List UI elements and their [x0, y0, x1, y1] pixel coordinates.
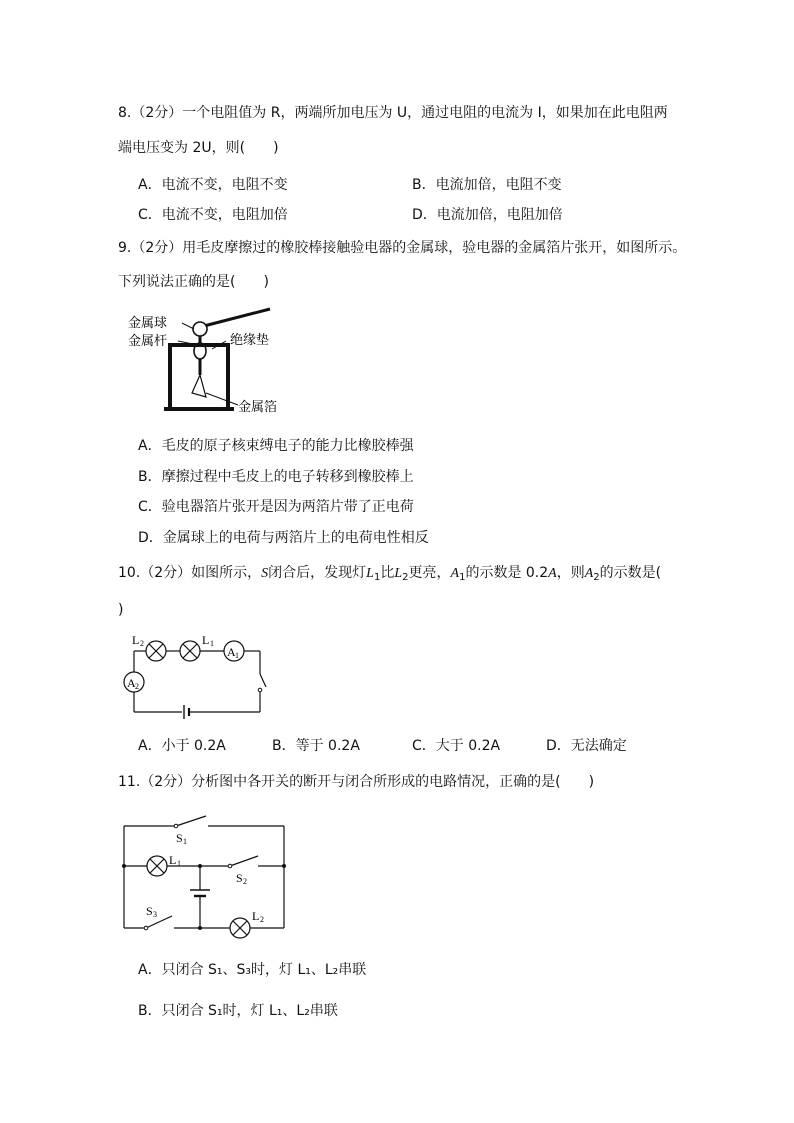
q9-option-c: C．验电器箔片张开是因为两箔片带了正电荷: [138, 499, 414, 515]
q8-option-a: A．电流不变，电阻不变: [138, 177, 288, 193]
svg-text:3: 3: [153, 910, 157, 919]
svg-text:A: A: [227, 645, 236, 659]
switch-s2: [230, 856, 258, 866]
label-l1: L: [202, 633, 210, 647]
metal-foil: [192, 375, 206, 397]
lamp-l2-icon: [146, 641, 166, 661]
label-insulating-pad: 绝缘垫: [230, 333, 270, 348]
q11-option-a: A．只闭合 S₁、S₃时，灯 L₁、L₂串联: [138, 962, 367, 978]
q11-option-b: B．只闭合 S₁时，灯 L₁、L₂串联: [138, 1003, 338, 1019]
label-s2: S: [236, 871, 243, 885]
label-metal-ball: 金属球: [128, 316, 168, 331]
q10-stem-line1: 10.（2分）如图所示，S闭合后，发现灯$L_1$比$L_2$更亮，$A_1$的示数是 0.2A，则$A_2$的示数是(: [118, 565, 662, 583]
lamp-l1-icon: [180, 641, 200, 661]
q9-option-d: D．金属球上的电荷与两箔片上的电荷电性相反: [138, 530, 429, 546]
q10-stem-line2: ): [118, 602, 124, 618]
q9-stem-line2: 下列说法正确的是( ): [118, 274, 269, 290]
rubber-rod: [200, 309, 270, 327]
label-l2: L: [132, 633, 140, 647]
svg-text:2: 2: [260, 915, 264, 924]
label-l1: L: [169, 853, 177, 867]
lamp-l1-icon: [147, 856, 167, 876]
label-s3: S: [146, 904, 153, 918]
switch-s1: [176, 816, 206, 826]
ammeter-a2-icon: [124, 672, 144, 692]
label-s1: S: [176, 831, 183, 845]
q10-option-d: D．无法确定: [546, 738, 627, 754]
svg-text:2: 2: [140, 639, 144, 648]
q10-option-a: A．小于 0.2A: [138, 738, 226, 754]
lamp-l2-icon: [230, 918, 250, 938]
q8-option-d: D．电流加倍，电阻加倍: [412, 207, 563, 223]
q9-option-a: A．毛皮的原子核束缚电子的能力比橡胶棒强: [138, 438, 414, 454]
svg-text:1: 1: [210, 639, 214, 648]
q10-circuit-figure: [120, 632, 280, 718]
svg-text:1: 1: [183, 837, 187, 846]
svg-text:2: 2: [135, 682, 139, 691]
svg-text:1: 1: [235, 651, 239, 660]
label-l2: L: [252, 909, 260, 923]
q8-option-b: B．电流加倍，电阻不变: [412, 177, 562, 193]
switch-s: [260, 674, 266, 687]
svg-text:1: 1: [177, 859, 181, 868]
svg-text:A: A: [127, 676, 136, 690]
ammeter-a1-icon: [224, 641, 244, 661]
q9-stem-line1: 9.（2分）用毛皮摩擦过的橡胶棒接触验电器的金属球，验电器的金属箔片张开，如图所示。: [118, 240, 687, 256]
q10-option-b: B．等于 0.2A: [272, 738, 360, 754]
q11-stem: 11.（2分）分析图中各开关的断开与闭合所形成的电路情况，正确的是( ): [118, 774, 595, 790]
label-metal-rod: 金属杆: [128, 334, 168, 349]
electroscope-figure: [120, 305, 310, 417]
q11-circuit-figure: [120, 810, 290, 940]
label-metal-foil: 金属箔: [238, 400, 278, 415]
svg-text:2: 2: [243, 877, 247, 886]
q9-option-b: B．摩擦过程中毛皮上的电子转移到橡胶棒上: [138, 469, 414, 485]
q8-stem-line2: 端电压变为 2U，则( ): [118, 140, 279, 156]
q8-stem-line1: 8.（2分）一个电阻值为 R，两端所加电压为 U，通过电阻的电流为 I，如果加在此电阻两: [118, 105, 668, 121]
q8-option-c: C．电流不变，电阻加倍: [138, 207, 288, 223]
q10-option-c: C．大于 0.2A: [412, 738, 501, 754]
metal-ball: [193, 322, 207, 336]
